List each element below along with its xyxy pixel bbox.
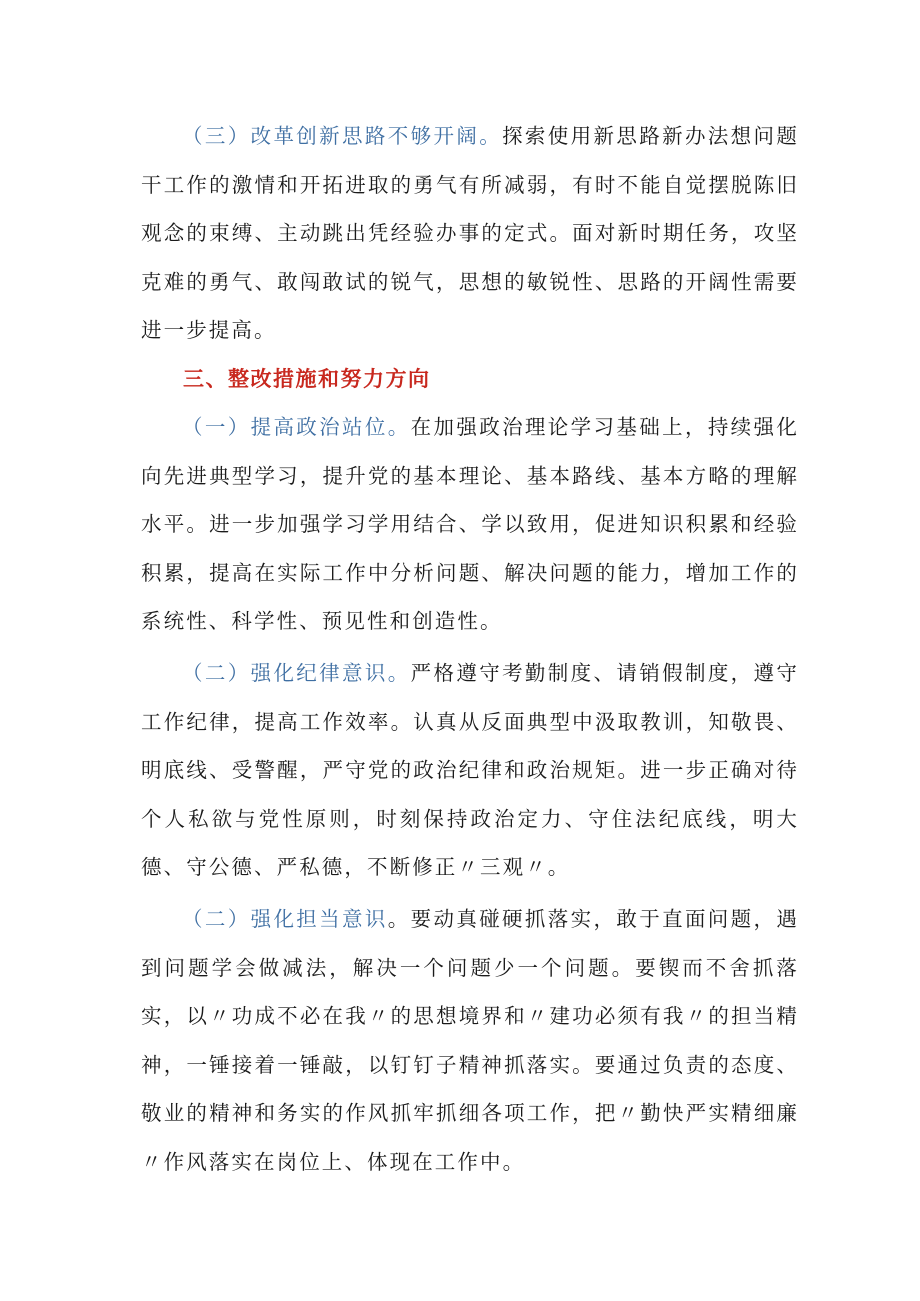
paragraph-lead: （一）提高政治站位。 (182, 414, 411, 439)
paragraph-reform-innovation (141, 112, 799, 355)
paragraph-lead: （三）改革创新思路不够开阔。 (182, 124, 503, 148)
paragraph-political-stance (141, 403, 799, 646)
paragraph-body: 严格遵守考勤制度、请销假制度，遵守工作纪律，提高工作效率。认真从反面典型中汲取教训，知敬畏、明底线、受警醒，严守党的政治纪律和政治规矩。进一步正确对待个人私欲与党性原则，时刻保持政治定力、守住法纪底线，明大德、守公德、严私德，不断修正〃三观〃。 (141, 660, 800, 880)
section-heading: 三、整改措施和努力方向 (183, 366, 431, 391)
paragraph-body: 在加强政治理论学习基础上，持续强化向先进典型学习，提升党的基本理论、基本路线、基本方略的理解水平。进一步加强学习学用结合、学以致用，促进知识积累和经验积累，提高在实际工作中分析问题、解决问题的能力，增加工作的系统性、科学性、预见性和创造性。 (141, 414, 800, 634)
paragraph-body: 探索使用新思路新办法想问题干工作的激情和开拓进取的勇气有所减弱，有时不能自觉摆脱陈旧观念的束缚、主动跳出凭经验办事的定式。面对新时期任务，攻坚克难的勇气、敢闯敢试的锐气，思想的敏锐性、思路的开阔性需要进一步提高。 (141, 124, 799, 343)
document-page (141, 112, 799, 1186)
paragraph-lead: （二）强化纪律意识。 (182, 660, 411, 685)
paragraph-discipline (141, 649, 799, 892)
paragraph-lead: （二）强化担当意识 (182, 906, 388, 931)
paragraph-body: 。要动真碰硬抓落实，敢于直面问题，遇到问题学会做减法，解决一个问题少一个问题。要锲而不舍抓落实，以〃功成不必在我〃的思想境界和〃建功必须有我〃的担当精神，一锤接着一锤敲，以钉钉子精神抓落实。要通过负责的态度、敬业的精神和务实的作风抓牢抓细各项工作，把〃勤快严实精细廉〃作风落实在岗位上、体现在工作中。 (141, 906, 799, 1174)
paragraph-responsibility (141, 895, 799, 1187)
